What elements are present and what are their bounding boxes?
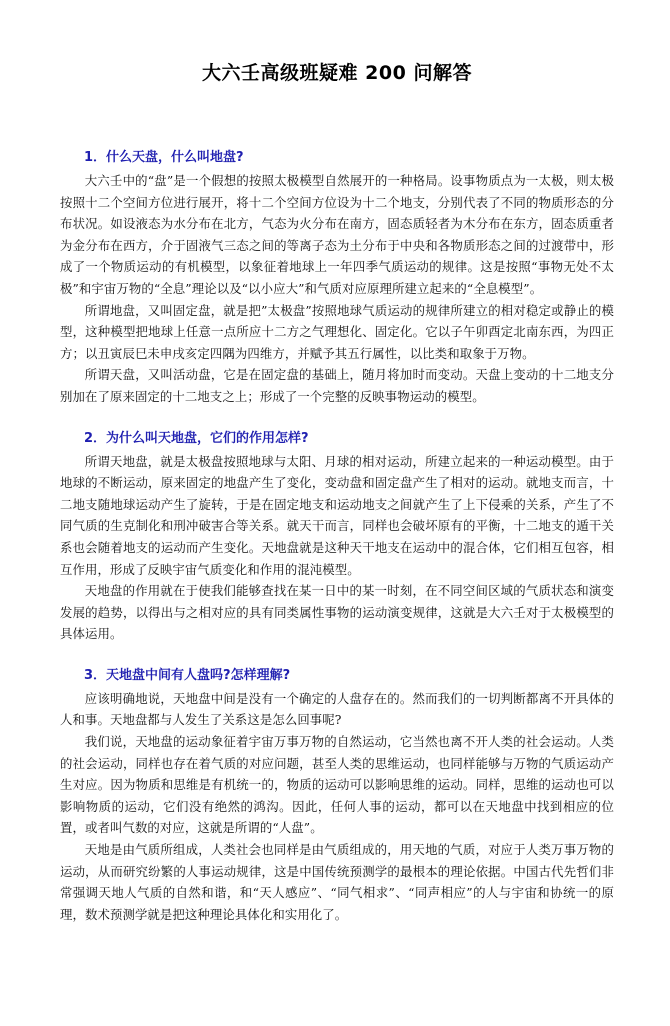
question-heading: 3．天地盘中间有人盘吗?怎样理解? [84,667,291,683]
question-heading: 1．什么天盘，什么叫地盘? [84,150,244,165]
paragraph: 大六壬中的“盘”是一个假想的按照太极模型自然展开的一种格局。设事物质点为一太极，则太极按照十二个空间方位进行展开，将十二个空间方位设为十二个地支，分别代表了不同的物质形态的分布状况。如设液态为水分布在北方，气态为火分布在南方，固态质轻者为木分布在东方，固态质重者为金分布在西方，介于固液气三态之间的等离子态为土分布于中央和各物质形态之间的过渡带中，形成了一个物质运动的有机模型，以象征着地球上一年四季气质运动的规律。这是按照“事物无处不太极”和宇宙万物的“全息”理论以及“以小应大”和气质对应原理所建立起来的“全息模型”。 [60,173,614,296]
paragraph: 所谓地盘，又叫固定盘，就是把”太极盘”按照地球气质运动的规律所建立的相对稳定或静止的模型，这种模型把地球上任意一点所应十二方之气理想化、固定化。它以子午卯酉定北南东西，为四正方；以丑寅辰巳未申戌亥定四隅为四维方，并赋予其五行属性，以比类和取象于万物。 [60,302,614,361]
section-list [60,148,614,925]
paragraph: 天地盘的作用就在于使我们能够查找在某一日中的某一时刻，在不同空间区域的气质状态和演变发展的趋势，以得出与之相对应的具有同类属性事物的运动演变规律，这就是大六壬对于太极模型的具体运用。 [60,583,614,642]
paragraph: 天地是由气质所组成，人类社会也同样是由气质组成的，用天地的气质，对应于人类万事万物的运动，从而研究纷繁的人事运动规律，这是中国传统预测学的最根本的理论依据。中国古代先哲们非常强调天地人气质的自然和谐，和“天人感应”、“同气相求”、“同声相应”的人与宇宙和协统一的原理，数术预测学就是把这种理论具体化和实用化了。 [60,842,614,922]
section-2 [60,429,614,645]
paragraph: 我们说，天地盘的运动象征着宇宙万事万物的自然运动，它当然也离不开人类的社会运动。人类的社会运动，同样也存在着气质的对应问题，甚至人类的思维运动，也同样能够与万物的气质运动产生对应。因为物质和思维是有机统一的，物质的运动可以影响思维的运动。同样，思维的运动也可以影响物质的运动，它们没有绝然的鸿沟。因此，任何人事的运动，都可以在天地盘中找到相应的位置，或者叫气数的对应，这就是所谓的“人盘”。 [60,734,614,836]
section-1 [60,148,614,408]
paragraph: 所谓天地盘，就是太极盘按照地球与太阳、月球的相对运动，所建立起来的一种运动模型。由于地球的不断运动，原来固定的地盘产生了变化，变动盘和固定盘产生了相对的运动。就地支而言，十二地支随地球运动产生了旋转，于是在固定地支和运动地支之间就产生了上下侵乘的关系，产生了不同气质的生克制化和刑冲破害合等关系。就天干而言，同样也会破坏原有的平衡，十二地支的遁干关系也会随着地支的运动而产生变化。天地盘就是这种天干地支在运动中的混合体，它们相互包容，相互作用，形成了反映宇宙气质变化和作用的混沌模型。 [60,453,614,577]
question-heading: 2．为什么叫天地盘，它们的作用怎样? [84,430,309,446]
section-3 [60,666,614,926]
paragraph: 所谓天盘，又叫活动盘，它是在固定盘的基础上，随月将加时而变动。天盘上变动的十二地支分别加在了原来固定的十二地支之上；形成了一个完整的反映事物运动的模型。 [60,367,614,404]
document-title: 大六壬高级班疑难 200 问解答 [202,62,472,84]
paragraph: 应该明确地说，天地盘中间是没有一个确定的人盘存在的。然而我们的一切判断都离不开具体的人和事。天地盘都与人发生了关系这是怎么回事呢? [60,690,614,728]
